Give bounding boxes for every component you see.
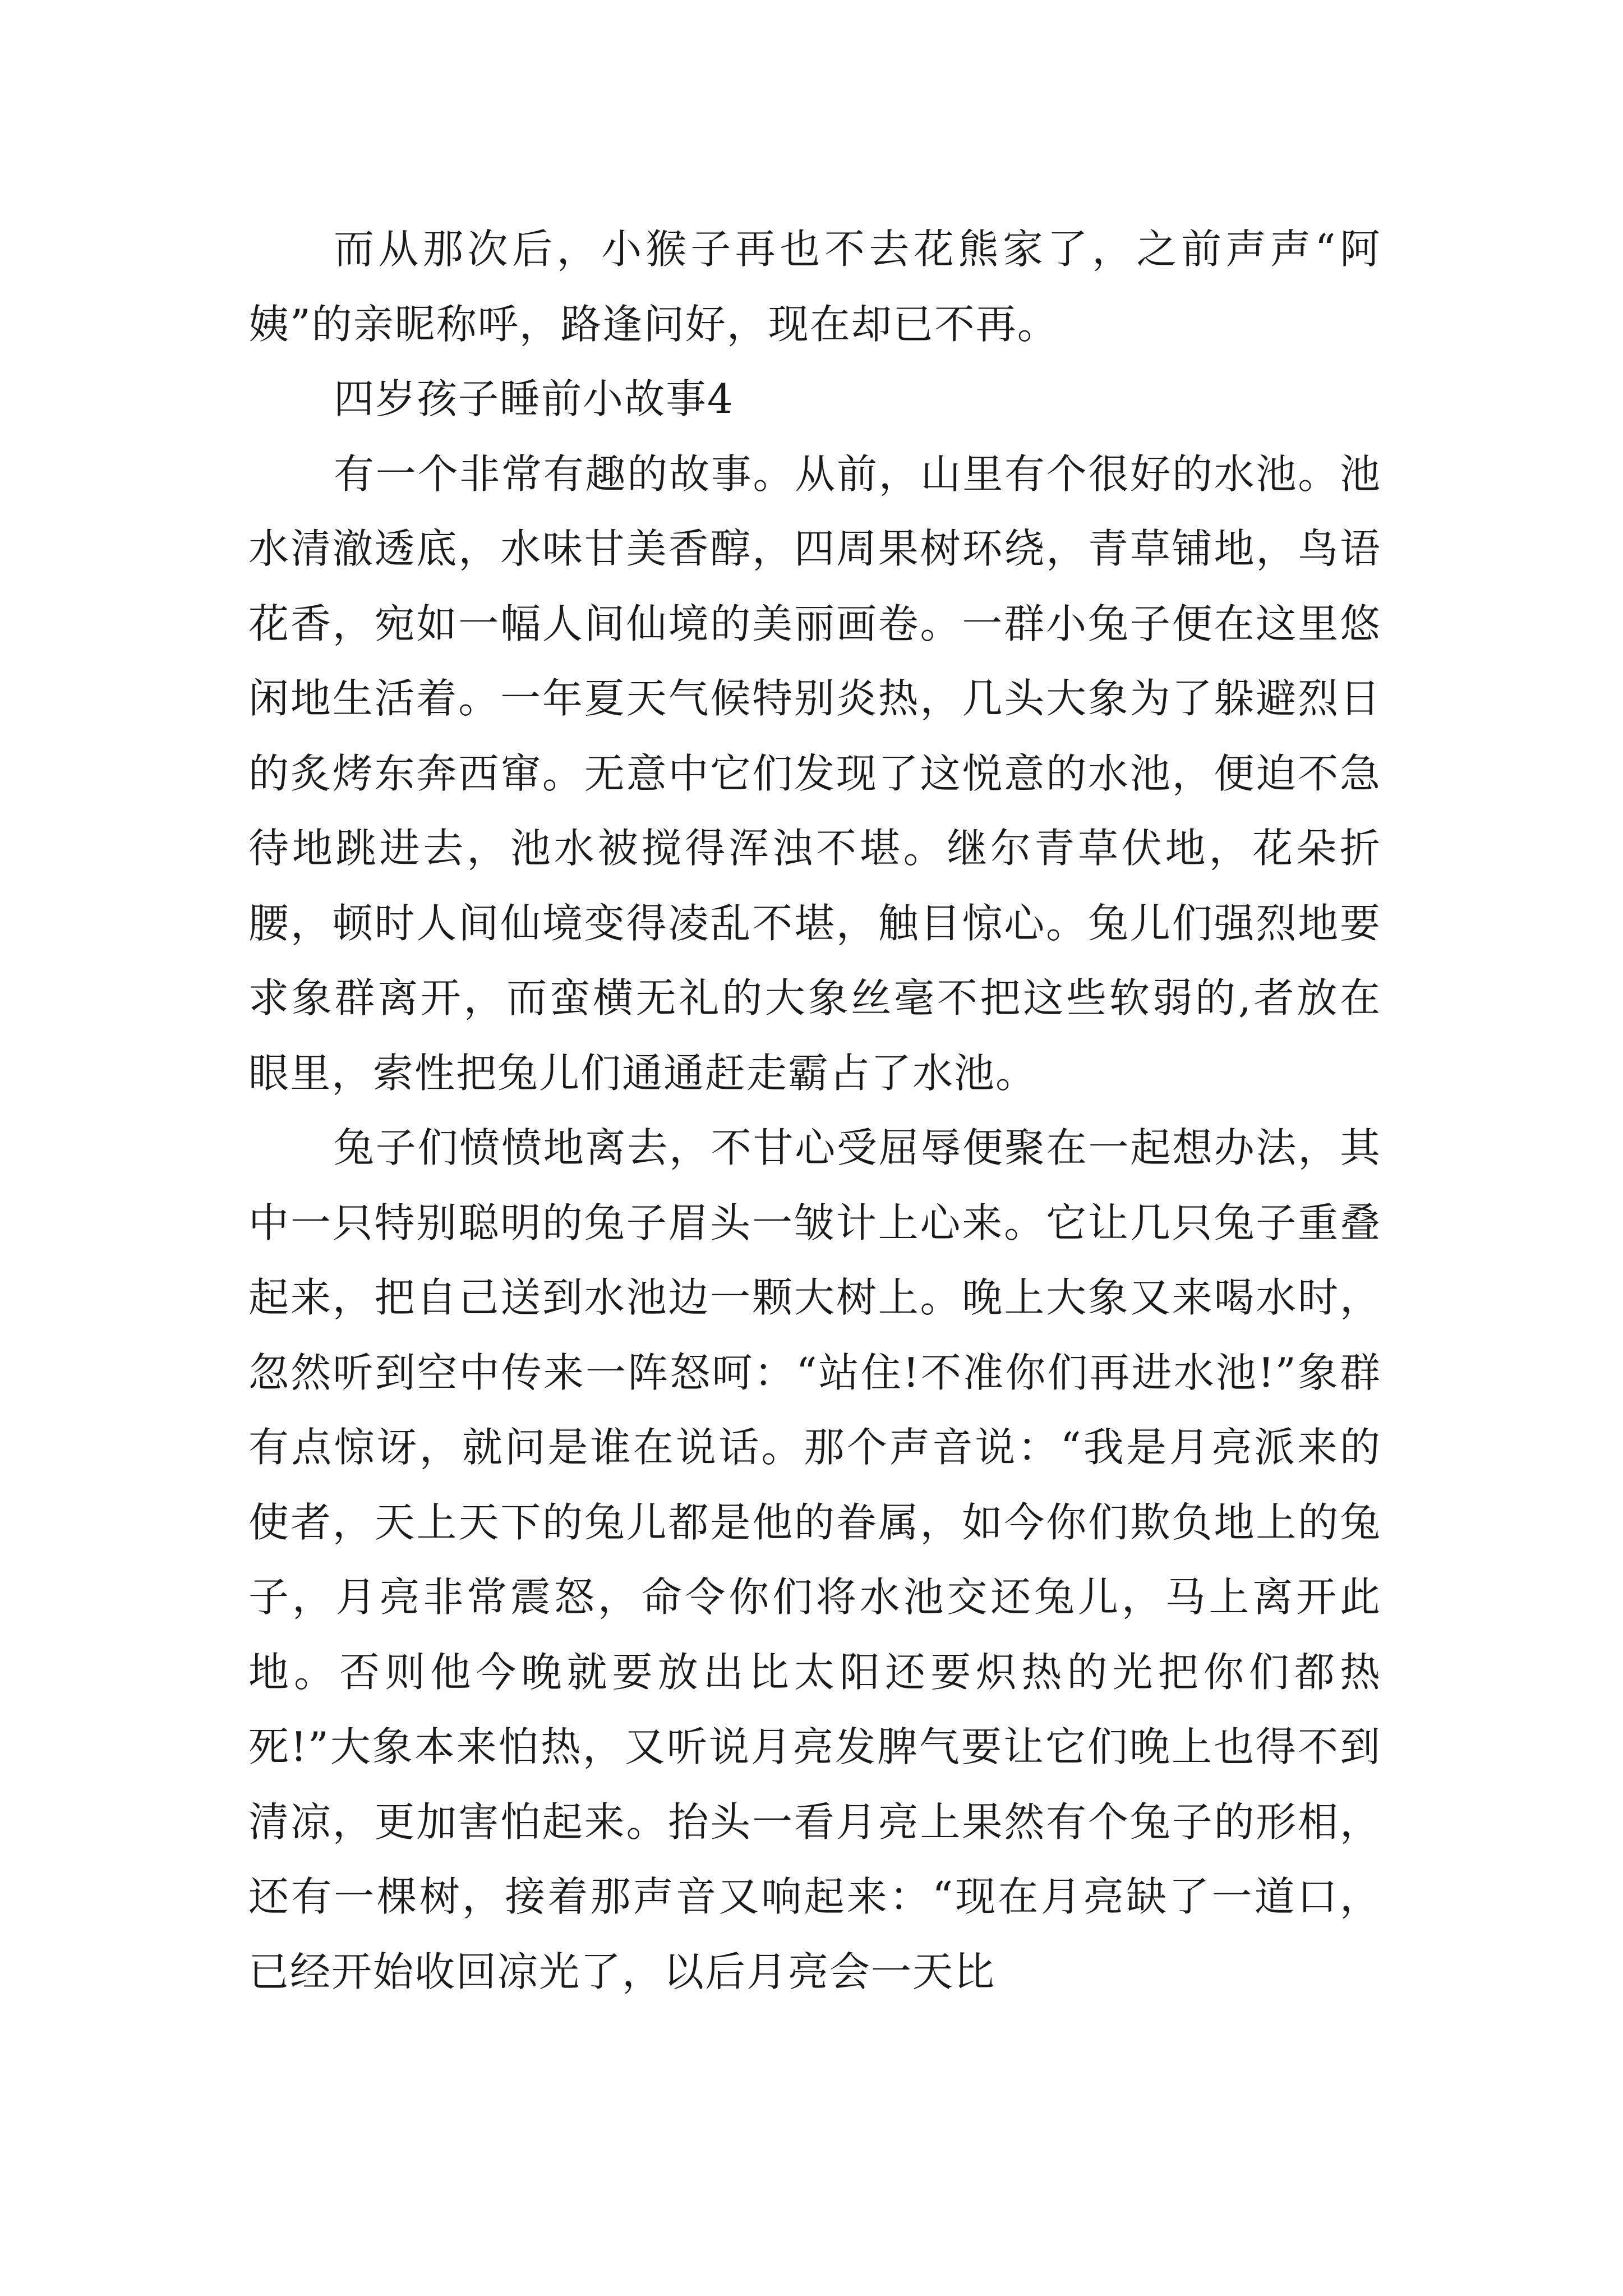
document-body [248, 212, 1381, 2009]
paragraph-story3-ending: 而从那次后，小猴子再也不去花熊家了，之前声声“阿姨”的亲昵称呼，路逢问好，现在却已不再。 [248, 226, 1381, 348]
story-heading: 四岁孩子睡前小故事4 [334, 375, 734, 422]
paragraph-story4-part2: 兔子们愤愤地离去，不甘心受屈辱便聚在一起想办法，其中一只特别聪明的兔子眉头一皱计上心来。它让几只兔子重叠起来，把自己送到水池边一颗大树上。晚上大象又来喝水时，忽然听到空中传来一阵怒呵：“站住!不准你们再进水池!”象群有点惊讶，就问是谁在说话。那个声音说：“我是月亮派来的使者，天上天下的兔儿都是他的眷属，如今你们欺负地上的兔子，月亮非常震怒，命令你们将水池交还兔儿，马上离开此地。否则他今晚就要放出比太阳还要炽热的光把你们都热死!”大象本来怕热，又听说月亮发脾气要让它们晚上也得不到清凉，更加害怕起来。抬头一看月亮上果然有个兔子的形相，还有一棵树，接着那声音又响起来：“现在月亮缺了一道口，已经开始收回凉光了，以后月亮会一天比 [248, 1124, 1381, 1995]
paragraph-story4-part1: 有一个非常有趣的故事。从前，山里有个很好的水池。池水清澈透底，水味甘美香醇，四周果树环绕，青草铺地，鸟语花香，宛如一幅人间仙境的美丽画卷。一群小兔子便在这里悠闲地生活着。一年夏天气候特别炎热，几头大象为了躲避烈日的炙烤东奔西窜。无意中它们发现了这悦意的水池，便迫不急待地跳进去，池水被搅得浑浊不堪。继尔青草伏地，花朵折腰，顿时人间仙境变得凌乱不堪，触目惊心。兔儿们强烈地要求象群离开，而蛮横无礼的大象丝毫不把这些软弱的,者放在眼里，索性把兔儿们通通赶走霸占了水池。 [248, 450, 1381, 1097]
